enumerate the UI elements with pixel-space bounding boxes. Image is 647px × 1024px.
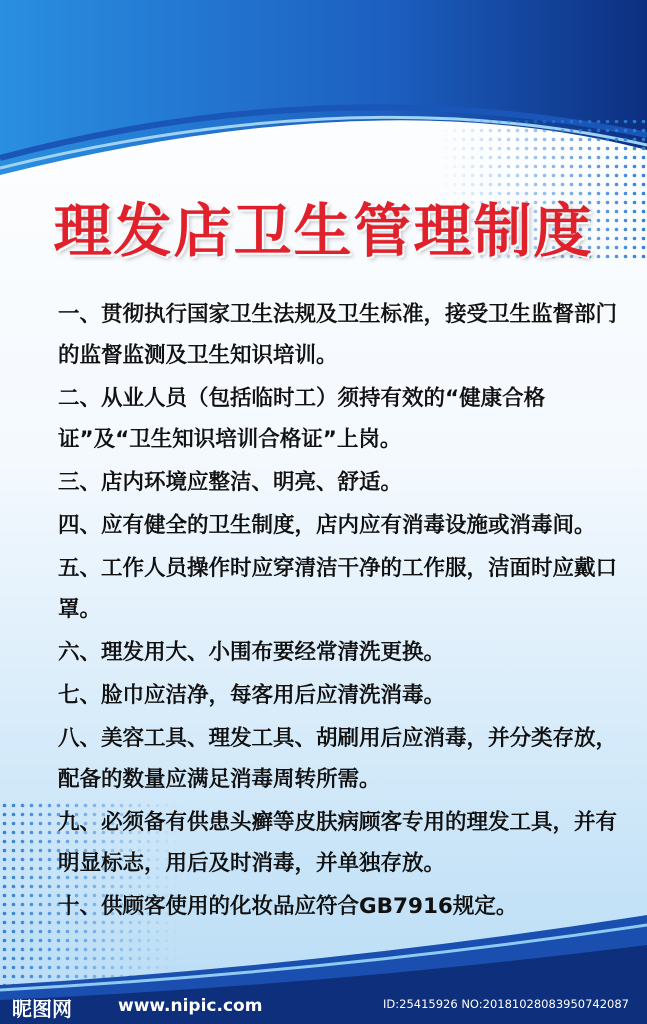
- rule-4: 四、应有健全的卫生制度，店内应有消毒设施或消毒间。: [58, 513, 596, 538]
- rule-8: 八、美容工具、理发工具、胡刷用后应消毒，并分类存放，配备的数量应满足消毒周转所需。: [58, 726, 618, 792]
- rule-9: 九、必须备有供患头癣等皮肤病顾客专用的理发工具，并有明显标志，用后及时消毒，并单独存放。: [58, 810, 618, 876]
- watermark-logo: 昵图网: [12, 997, 72, 1021]
- rule-2: 二、从业人员（包括临时工）须持有效的“健康合格证”及“卫生知识培训合格证”上岗。: [58, 386, 546, 452]
- rule-7: 七、脸巾应洁净，每客用后应清洗消毒。: [58, 683, 446, 708]
- rule-6: 六、理发用大、小围布要经常清洗更换。: [58, 640, 446, 665]
- rule-10: 十、供顾客使用的化妆品应符合GB7916规定。: [58, 894, 518, 919]
- watermark-id: ID:25415926 NO:20181028083950742087: [383, 997, 629, 1011]
- rule-1: 一、贯彻执行国家卫生法规及卫生标准，接受卫生监督部门的监督监测及卫生知识培训。: [58, 302, 618, 368]
- poster-title: 理发店卫生管理制度: [53, 197, 594, 265]
- rule-3: 三、店内环境应整洁、明亮、舒适。: [58, 470, 403, 495]
- rule-5: 五、工作人员操作时应穿清洁干净的工作服，洁面时应戴口罩。: [58, 556, 618, 622]
- watermark-url: www.nipic.com: [118, 996, 263, 1016]
- rules-list: [58, 294, 618, 929]
